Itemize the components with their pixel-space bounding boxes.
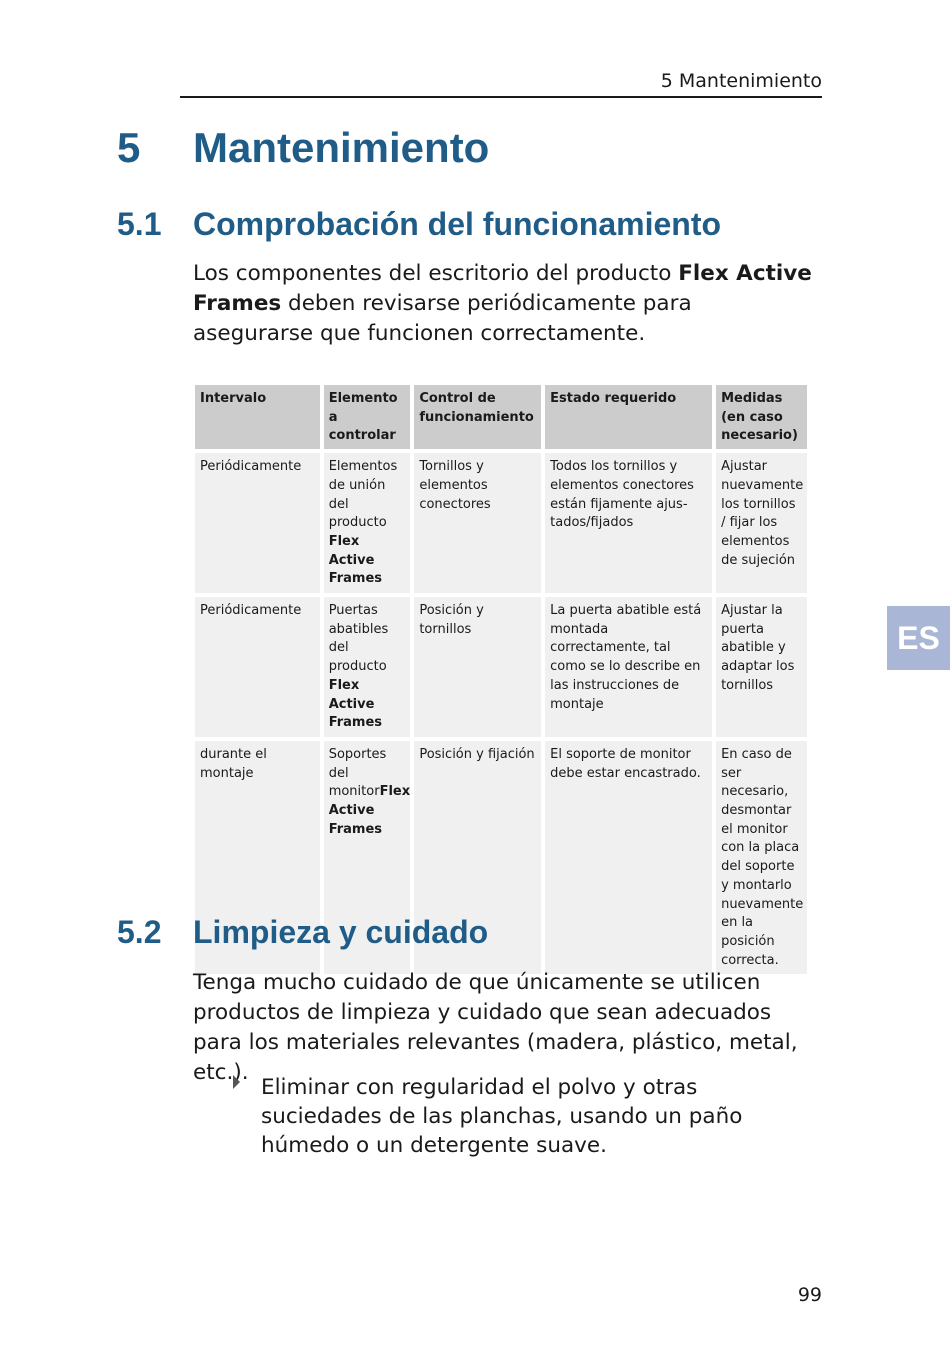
table-header-row xyxy=(195,385,807,449)
bullet-arrow-icon xyxy=(233,1075,240,1089)
product-name: Flex Active Frames xyxy=(193,261,812,316)
cleaning-paragraph: Tenga mucho cuidado de que únicamente se utilicen productos de limpieza y cuidado que sean adecuados para los materiales relevantes (madera, plástico, metal, etc.). xyxy=(193,970,798,1085)
intro-paragraph xyxy=(193,259,813,349)
product-name: Flex Active Frames xyxy=(328,784,411,837)
state-cell: La puerta abatible está montada correctamente, tal como se lo describe en las instrucciones de montaje xyxy=(545,597,712,737)
state-cell: El soporte de monitor debe estar encastrado. xyxy=(545,741,712,974)
element-cell xyxy=(324,597,411,737)
section-title: Comprobación del funcionamiento xyxy=(193,206,722,242)
running-header: 5 Mantenimiento xyxy=(660,70,822,92)
table-row xyxy=(195,597,807,737)
column-header: Intervalo xyxy=(195,385,320,449)
table-row xyxy=(195,453,807,593)
measures-cell: En caso de ser necesario, desmontar el monitor con la placa del soporte y montarlo nuevamente en la posición correcta. xyxy=(716,741,807,974)
maintenance-table xyxy=(191,381,811,978)
intro-text-start: Los componentes del escritorio del producto xyxy=(193,261,679,286)
measures-cell: Ajustar nuevamente los tornillos / fijar los elementos de sujeción xyxy=(716,453,807,593)
language-tab: ES xyxy=(887,606,950,670)
element-text: Puertas abatibles del producto xyxy=(328,603,389,675)
product-name: Flex Active Frames xyxy=(328,533,383,587)
column-header: Estado requerido xyxy=(545,385,712,449)
control-cell: Posición y fijación xyxy=(414,741,541,974)
interval-cell: durante el montaje xyxy=(195,741,320,974)
section-title: Limpieza y cuidado xyxy=(193,914,489,950)
interval-cell: Periódicamente xyxy=(195,453,320,593)
product-name: Flex Active Frames xyxy=(328,677,383,731)
state-cell: Todos los tornillos y elementos conectores están fijamente ajus-tados/fijados xyxy=(545,453,712,593)
interval-cell: Periódicamente xyxy=(195,597,320,737)
control-cell: Tornillos y elementos conectores xyxy=(414,453,541,593)
intro-text-end: deben revisarse periódicamente para asegurarse que funcionen correctamente. xyxy=(193,291,692,346)
column-header: Elemento a controlar xyxy=(324,385,411,449)
measures-cell: Ajustar la puerta abatible y adaptar los tornillos xyxy=(716,597,807,737)
column-header: Medidas (en caso necesario) xyxy=(716,385,807,449)
element-text: Soportes del monitor xyxy=(328,746,387,800)
chapter-title: Mantenimiento xyxy=(193,124,490,171)
section-number: 5.2 xyxy=(117,914,162,950)
column-header: Control de funcionamiento xyxy=(414,385,541,449)
element-cell xyxy=(324,453,411,593)
element-text: Elementos de unión del producto xyxy=(328,459,398,531)
page-number: 99 xyxy=(797,1284,822,1306)
control-cell: Posición y tornillos xyxy=(414,597,541,737)
bullet-item: Eliminar con regularidad el polvo y otras suciedades de las planchas, usando un paño húmedo o un detergente suave. xyxy=(261,1075,743,1158)
section-number: 5.1 xyxy=(117,206,162,242)
chapter-number: 5 xyxy=(117,124,141,171)
header-rule xyxy=(180,96,822,98)
